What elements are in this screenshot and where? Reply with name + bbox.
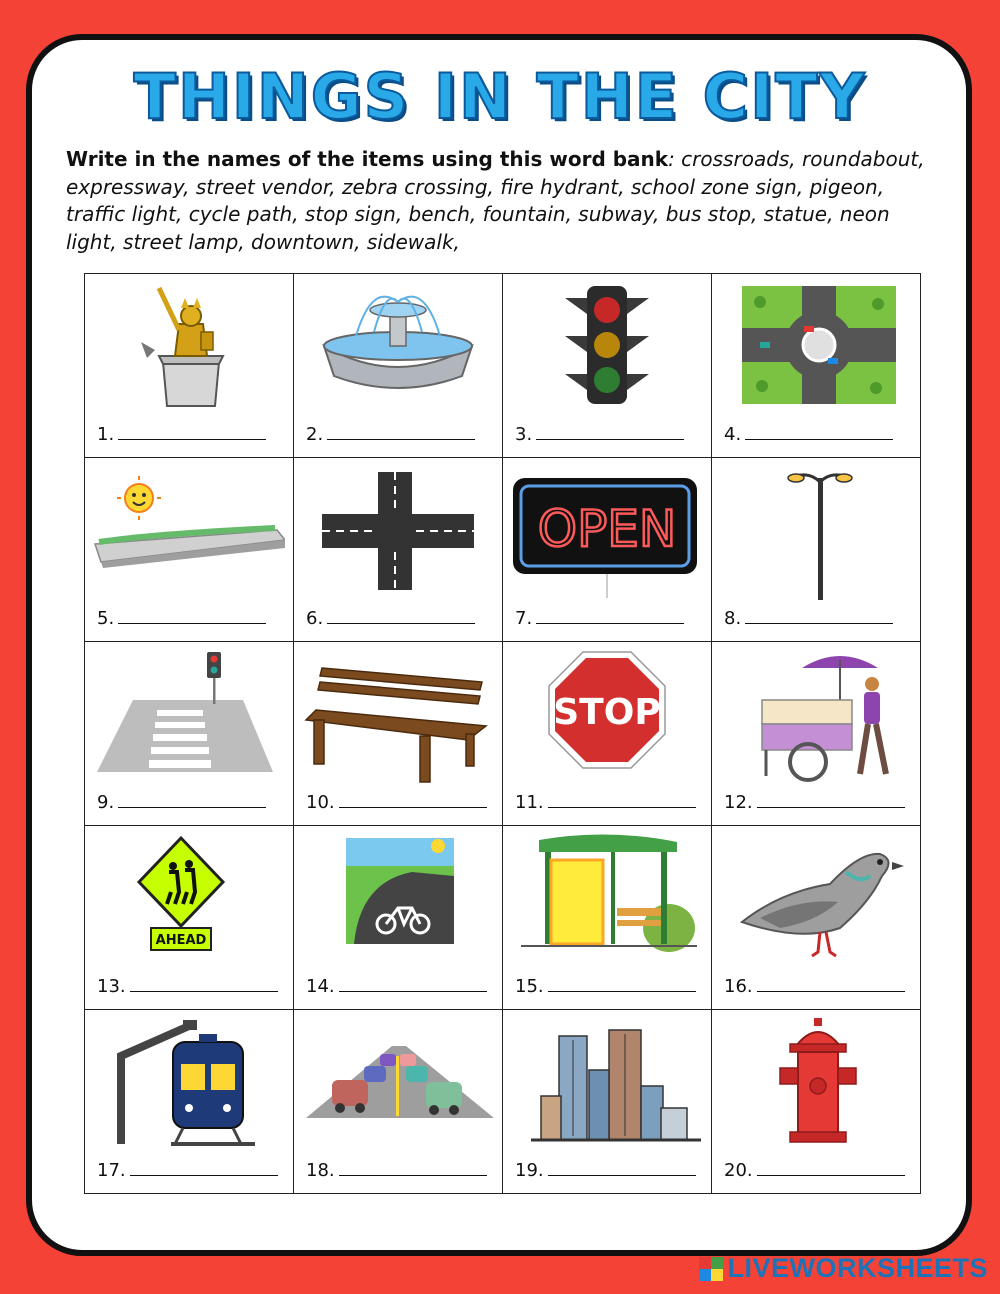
- sidewalk-icon: [93, 464, 285, 600]
- stop-sign-text: STOP: [553, 692, 661, 733]
- answer-label-19[interactable]: [515, 1160, 696, 1181]
- item-number: 19.: [515, 1160, 544, 1181]
- answer-label-3[interactable]: [515, 424, 684, 445]
- liveworksheets-logo[interactable]: [699, 1253, 988, 1284]
- cell-1: [85, 274, 294, 458]
- answer-label-12[interactable]: [724, 792, 905, 813]
- item-number: 14.: [306, 976, 335, 997]
- cell-4: [712, 274, 921, 458]
- item-number: 1.: [97, 424, 115, 445]
- brand-name: LIVEWORKSHEETS: [727, 1253, 988, 1283]
- answer-blank-16[interactable]: [757, 977, 905, 992]
- worksheet-title: THINGS IN THE CITY: [133, 60, 867, 133]
- answer-label-10[interactable]: [306, 792, 487, 813]
- item-number: 15.: [515, 976, 544, 997]
- downtown-icon: [511, 1016, 703, 1152]
- cell-6: [294, 458, 503, 642]
- item-number: 18.: [306, 1160, 335, 1181]
- badge-square: [711, 1269, 723, 1281]
- answer-blank-9[interactable]: [118, 793, 266, 808]
- bus-stop-icon: [511, 832, 703, 968]
- badge-square: [711, 1257, 723, 1269]
- answer-blank-3[interactable]: [536, 425, 684, 440]
- item-number: 16.: [724, 976, 753, 997]
- answer-blank-1[interactable]: [118, 425, 266, 440]
- answer-label-16[interactable]: [724, 976, 905, 997]
- cell-3: [503, 274, 712, 458]
- cell-12: [712, 642, 921, 826]
- cell-10: [294, 642, 503, 826]
- brand-badge-icon: [699, 1257, 723, 1281]
- ahead-sign-text: AHEAD: [155, 933, 207, 948]
- answer-label-17[interactable]: [97, 1160, 278, 1181]
- badge-square: [699, 1257, 711, 1269]
- answer-label-11[interactable]: [515, 792, 696, 813]
- answer-blank-10[interactable]: [339, 793, 487, 808]
- instructions: [66, 146, 946, 256]
- item-number: 6.: [306, 608, 324, 629]
- answer-blank-5[interactable]: [118, 609, 266, 624]
- street-vendor-icon: [720, 648, 912, 784]
- stop-sign-icon: [511, 648, 703, 784]
- item-number: 5.: [97, 608, 115, 629]
- cell-16: [712, 826, 921, 1010]
- answer-blank-8[interactable]: [745, 609, 893, 624]
- answer-blank-20[interactable]: [757, 1161, 905, 1176]
- subway-icon: [93, 1016, 285, 1152]
- cell-20: [712, 1010, 921, 1194]
- answer-blank-11[interactable]: [548, 793, 696, 808]
- answer-blank-6[interactable]: [327, 609, 475, 624]
- statue-icon: [93, 280, 285, 416]
- answer-label-18[interactable]: [306, 1160, 487, 1181]
- answer-label-9[interactable]: [97, 792, 266, 813]
- item-number: 4.: [724, 424, 742, 445]
- bench-icon: [302, 648, 494, 784]
- answer-label-6[interactable]: [306, 608, 475, 629]
- answer-label-5[interactable]: [97, 608, 266, 629]
- answer-blank-14[interactable]: [339, 977, 487, 992]
- school-zone-sign-icon: [93, 832, 285, 968]
- answer-blank-19[interactable]: [548, 1161, 696, 1176]
- instructions-lead: Write in the names of the items using this word bank: [66, 147, 669, 171]
- answer-blank-15[interactable]: [548, 977, 696, 992]
- answer-blank-13[interactable]: [130, 977, 278, 992]
- cycle-path-icon: [302, 832, 494, 968]
- neon-sign-text: OPEN: [537, 500, 677, 558]
- cell-11: [503, 642, 712, 826]
- answer-label-1[interactable]: [97, 424, 266, 445]
- fountain-icon: [302, 280, 494, 416]
- zebra-crossing-icon: [93, 648, 285, 784]
- item-number: 17.: [97, 1160, 126, 1181]
- picture-grid: [84, 273, 921, 1194]
- cell-14: [294, 826, 503, 1010]
- expressway-icon: [302, 1016, 494, 1152]
- answer-blank-7[interactable]: [536, 609, 684, 624]
- answer-label-14[interactable]: [306, 976, 487, 997]
- item-number: 3.: [515, 424, 533, 445]
- answer-blank-17[interactable]: [130, 1161, 278, 1176]
- cell-13: [85, 826, 294, 1010]
- crossroads-icon: [302, 464, 494, 600]
- cell-2: [294, 274, 503, 458]
- cell-17: [85, 1010, 294, 1194]
- pigeon-icon: [720, 832, 912, 968]
- answer-label-8[interactable]: [724, 608, 893, 629]
- item-number: 7.: [515, 608, 533, 629]
- cell-8: [712, 458, 921, 642]
- item-number: 2.: [306, 424, 324, 445]
- answer-label-2[interactable]: [306, 424, 475, 445]
- answer-label-4[interactable]: [724, 424, 893, 445]
- item-number: 8.: [724, 608, 742, 629]
- traffic-light-icon: [511, 280, 703, 416]
- badge-square: [699, 1269, 711, 1281]
- instructions-colon: :: [668, 147, 675, 171]
- word-bank: crossroads, roundabout, expressway, street vendor, zebra crossing, fire hydrant, school zone sign, pigeon, traffic light, cycle path, stop sign, bench, fountain, subway, bus stop, statue, neon light, street lamp, downtown, sidewalk,: [66, 147, 925, 254]
- cell-15: [503, 826, 712, 1010]
- cell-7: [503, 458, 712, 642]
- cell-18: [294, 1010, 503, 1194]
- street-lamp-icon: [720, 464, 912, 600]
- item-number: 20.: [724, 1160, 753, 1181]
- neon-light-icon: [511, 464, 703, 600]
- cell-19: [503, 1010, 712, 1194]
- fire-hydrant-icon: [720, 1016, 912, 1152]
- answer-label-20[interactable]: [724, 1160, 905, 1181]
- answer-blank-4[interactable]: [745, 425, 893, 440]
- item-number: 11.: [515, 792, 544, 813]
- item-number: 12.: [724, 792, 753, 813]
- answer-blank-2[interactable]: [327, 425, 475, 440]
- answer-label-15[interactable]: [515, 976, 696, 997]
- cell-5: [85, 458, 294, 642]
- answer-label-7[interactable]: [515, 608, 684, 629]
- cell-9: [85, 642, 294, 826]
- item-number: 13.: [97, 976, 126, 997]
- roundabout-icon: [720, 280, 912, 416]
- answer-blank-18[interactable]: [339, 1161, 487, 1176]
- item-number: 10.: [306, 792, 335, 813]
- answer-blank-12[interactable]: [757, 793, 905, 808]
- answer-label-13[interactable]: [97, 976, 278, 997]
- item-number: 9.: [97, 792, 115, 813]
